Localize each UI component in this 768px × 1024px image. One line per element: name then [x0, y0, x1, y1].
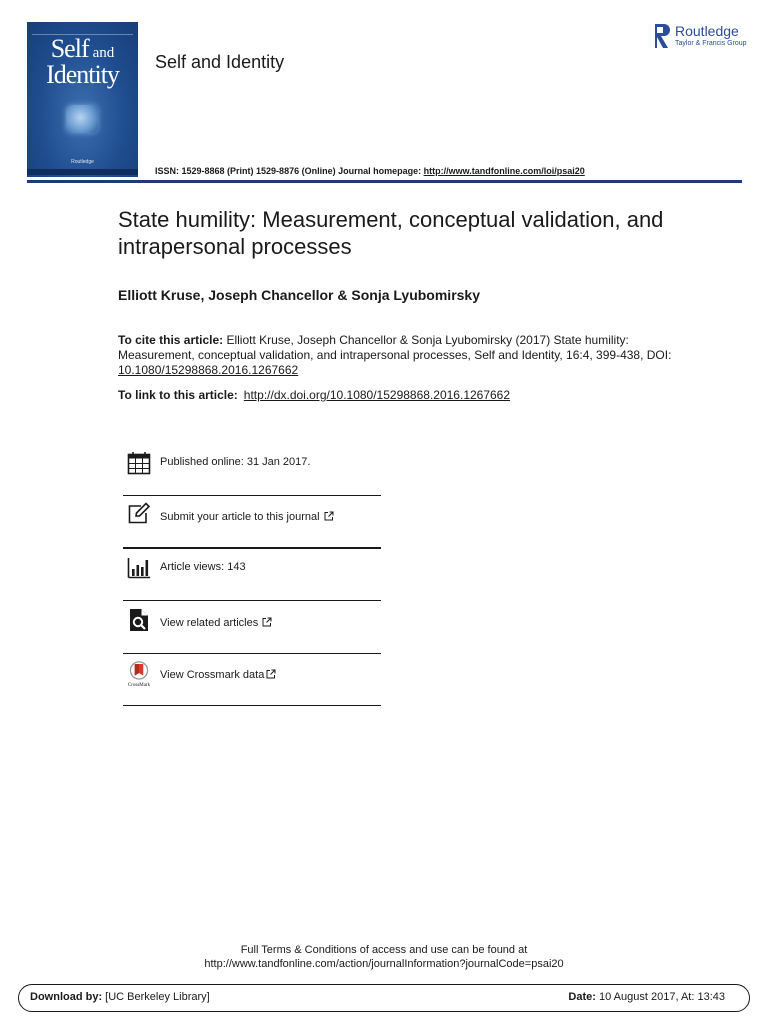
header-rule	[27, 180, 742, 183]
issn-text: ISSN: 1529-8868 (Print) 1529-8876 (Online) Journal homepage:	[155, 166, 424, 176]
journal-cover-image	[27, 22, 138, 177]
crossmark-icon	[125, 661, 153, 689]
download-label: Download by:	[30, 991, 103, 1003]
publisher-subtitle: Taylor & Francis Group	[675, 40, 747, 47]
cover-globe-image	[66, 105, 98, 133]
cover-title-and: and	[92, 45, 115, 61]
related-articles-row[interactable]	[123, 601, 381, 653]
article-authors: Elliott Kruse, Joseph Chancellor & Sonja Lyubomirsky	[118, 287, 481, 303]
divider	[123, 705, 381, 706]
cite-label: To cite this article:	[118, 333, 224, 347]
article-link-line	[118, 388, 510, 402]
terms-link[interactable]: http://www.tandfonline.com/action/journalInformation?journalCode=psai20	[204, 958, 564, 970]
published-date: Published online: 31 Jan 2017.	[160, 456, 311, 468]
date-value: 10 August 2017, At: 13:43	[595, 991, 725, 1003]
related-articles-label: View related articles	[160, 617, 259, 629]
crossmark-link[interactable]	[160, 669, 276, 681]
issn-line	[155, 166, 585, 176]
link-label: To link to this article:	[118, 388, 238, 402]
cite-text: Elliott Kruse, Joseph Chancellor & Sonja Lyubomirsky (2017) State humility: Measurement, conceptual validation, and intrapersonal processes, Self and Identity, 16:4, 399-438, DOI:	[118, 333, 672, 362]
date-label: Date:	[568, 991, 596, 1003]
journal-title: Self and Identity	[155, 52, 285, 72]
crossmark-logo-icon	[125, 661, 153, 685]
cover-publisher-mark: Routledge	[71, 159, 94, 165]
article-doi-link[interactable]: http://dx.doi.org/10.1080/15298868.2016.1267662	[243, 388, 511, 402]
terms-line-1: Full Terms & Conditions of access and use can be found at	[240, 944, 528, 956]
related-articles-link[interactable]	[160, 617, 272, 629]
divider	[123, 495, 381, 496]
journal-homepage-link[interactable]: http://www.tandfonline.com/loi/psai20	[423, 166, 585, 176]
citation-block	[118, 333, 678, 378]
bar-chart-icon	[127, 556, 151, 580]
cover-title-self: Self	[50, 34, 89, 63]
date-info	[568, 991, 725, 1003]
calendar-icon	[127, 451, 151, 475]
publisher-logo	[653, 22, 748, 52]
article-views-row	[123, 549, 381, 601]
published-row	[123, 446, 381, 498]
external-link-icon	[324, 511, 334, 521]
crossmark-logo-text: CrossMark	[127, 683, 151, 688]
download-footer	[18, 984, 750, 1012]
submit-article-label: Submit your article to this journal	[160, 511, 320, 523]
submit-article-row[interactable]	[123, 497, 381, 549]
article-views-count: Article views: 143	[160, 561, 246, 573]
download-value: [UC Berkeley Library]	[102, 991, 210, 1003]
cover-footer-band	[27, 169, 138, 175]
download-info	[30, 991, 210, 1003]
document-search-icon	[127, 608, 151, 632]
publisher-name: Routledge	[675, 23, 739, 39]
external-link-icon	[262, 617, 272, 627]
cover-title	[27, 36, 138, 88]
submit-article-link[interactable]	[160, 511, 334, 523]
article-title: State humility: Measurement, conceptual validation, and intrapersonal processes	[118, 207, 664, 259]
cover-title-identity: Identity	[46, 60, 119, 89]
terms-notice	[0, 943, 768, 971]
cite-doi-link[interactable]: 10.1080/15298868.2016.1267662	[118, 363, 299, 377]
external-link-icon	[266, 669, 276, 679]
crossmark-label: View Crossmark data	[160, 669, 265, 681]
edit-icon	[127, 502, 151, 526]
routledge-r-icon	[653, 22, 671, 50]
crossmark-row[interactable]	[123, 654, 381, 706]
